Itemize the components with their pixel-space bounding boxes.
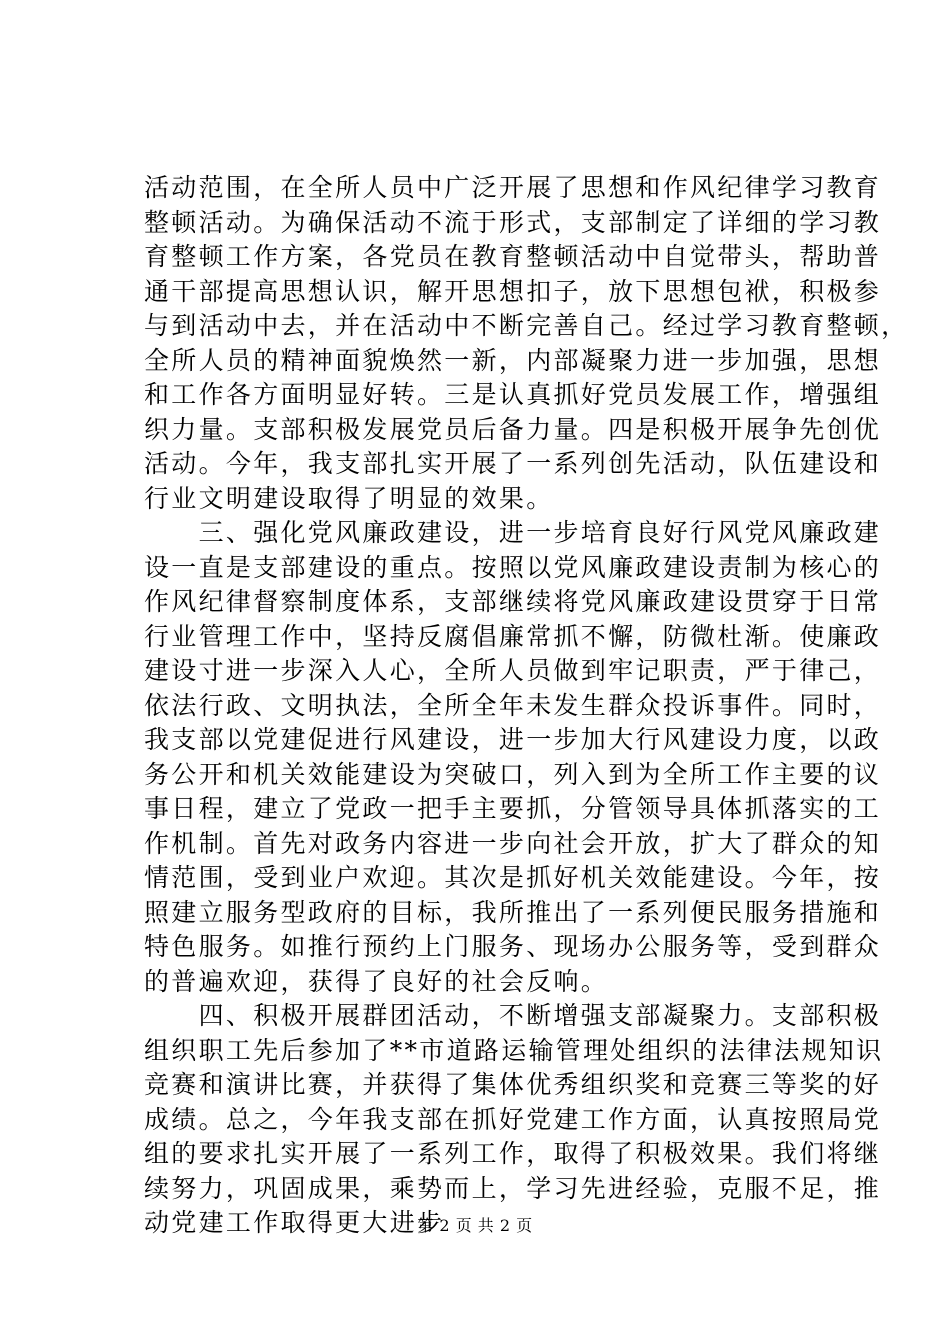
page-number-footer: 第 2 页 共 2 页 xyxy=(417,1216,533,1235)
text-line: 作机制。首先对政务内容进一步向社会开放，扩大了群众的知 xyxy=(144,828,882,858)
text-line: 活动范围，在全所人员中广泛开展了思想和作风纪律学习教育 xyxy=(144,173,882,202)
text-line: 育整顿工作方案，各党员在教育整顿活动中自觉带头，帮助普 xyxy=(144,242,882,271)
text-line: 建设寸进一步深入人心，全所人员做到牢记职责，严于律己， xyxy=(144,656,882,685)
text-line: 通干部提高思想认识，解开思想扣子，放下思想包袱，积极参 xyxy=(144,276,882,306)
text-line: 务公开和机关效能建设为突破口，列入到为全所工作主要的议 xyxy=(144,759,882,789)
text-line: 组的要求扎实开展了一系列工作，取得了积极效果。我们将继 xyxy=(144,1139,882,1168)
text-line: 成绩。总之，今年我支部在抓好党建工作方面，认真按照局党 xyxy=(144,1104,882,1134)
text-line: 行业管理工作中，坚持反腐倡廉常抓不懈，防微杜渐。使廉政 xyxy=(144,621,882,651)
text-line: 照建立服务型政府的目标，我所推出了一系列便民服务措施和 xyxy=(144,897,882,927)
text-line: 竞赛和演讲比赛，并获得了集体优秀组织奖和竞赛三等奖的好 xyxy=(144,1070,882,1099)
text-line: 织力量。支部积极发展党员后备力量。四是积极开展争先创优 xyxy=(144,414,882,444)
text-line: 作风纪律督察制度体系，支部继续将党风廉政建设贯穿于日常 xyxy=(144,587,882,616)
text-line: 情范围，受到业户欢迎。其次是抓好机关效能建设。今年，按 xyxy=(144,863,882,892)
text-line: 事日程，建立了党政一把手主要抓，分管领导具体抓落实的工 xyxy=(144,794,882,823)
text-line: 与到活动中去，并在活动中不断完善自己。经过学习教育整顿， xyxy=(144,311,909,340)
text-line: 特色服务。如推行预约上门服务、现场办公服务等，受到群众 xyxy=(144,932,882,961)
text-line: 全所人员的精神面貌焕然一新，内部凝聚力进一步加强，思想 xyxy=(144,345,882,375)
text-line: 整顿活动。为确保活动不流于形式，支部制定了详细的学习教 xyxy=(144,207,882,237)
text-line: 我支部以党建促进行风建设，进一步加大行风建设力度，以政 xyxy=(144,725,882,754)
body-text xyxy=(144,171,909,1241)
text-line: 动党建工作取得更大进步 xyxy=(144,1208,445,1237)
text-line: 活动。今年，我支部扎实开展了一系列创先活动，队伍建设和 xyxy=(144,449,882,478)
section-heading-line: 三、强化党风廉政建设，进一步培育良好行风党风廉政建 xyxy=(144,518,882,547)
text-line: 行业文明建设取得了明显的效果。 xyxy=(144,483,554,513)
text-line: 的普遍欢迎，获得了良好的社会反响。 xyxy=(144,966,609,996)
text-line: 组织职工先后参加了**市道路运输管理处组织的法律法规知识 xyxy=(144,1035,884,1065)
text-line: 和工作各方面明显好转。三是认真抓好党员发展工作，增强组 xyxy=(144,380,882,409)
section-heading-line: 四、积极开展群团活动，不断增强支部凝聚力。支部积极 xyxy=(144,1001,882,1030)
text-line: 续努力，巩固成果，乘势而上，学习先进经验，克服不足，推 xyxy=(144,1173,882,1203)
text-line: 设一直是支部建设的重点。按照以党风廉政建设责制为核心的 xyxy=(144,552,882,582)
text-line: 依法行政、文明执法，全所全年未发生群众投诉事件。同时， xyxy=(144,690,882,720)
